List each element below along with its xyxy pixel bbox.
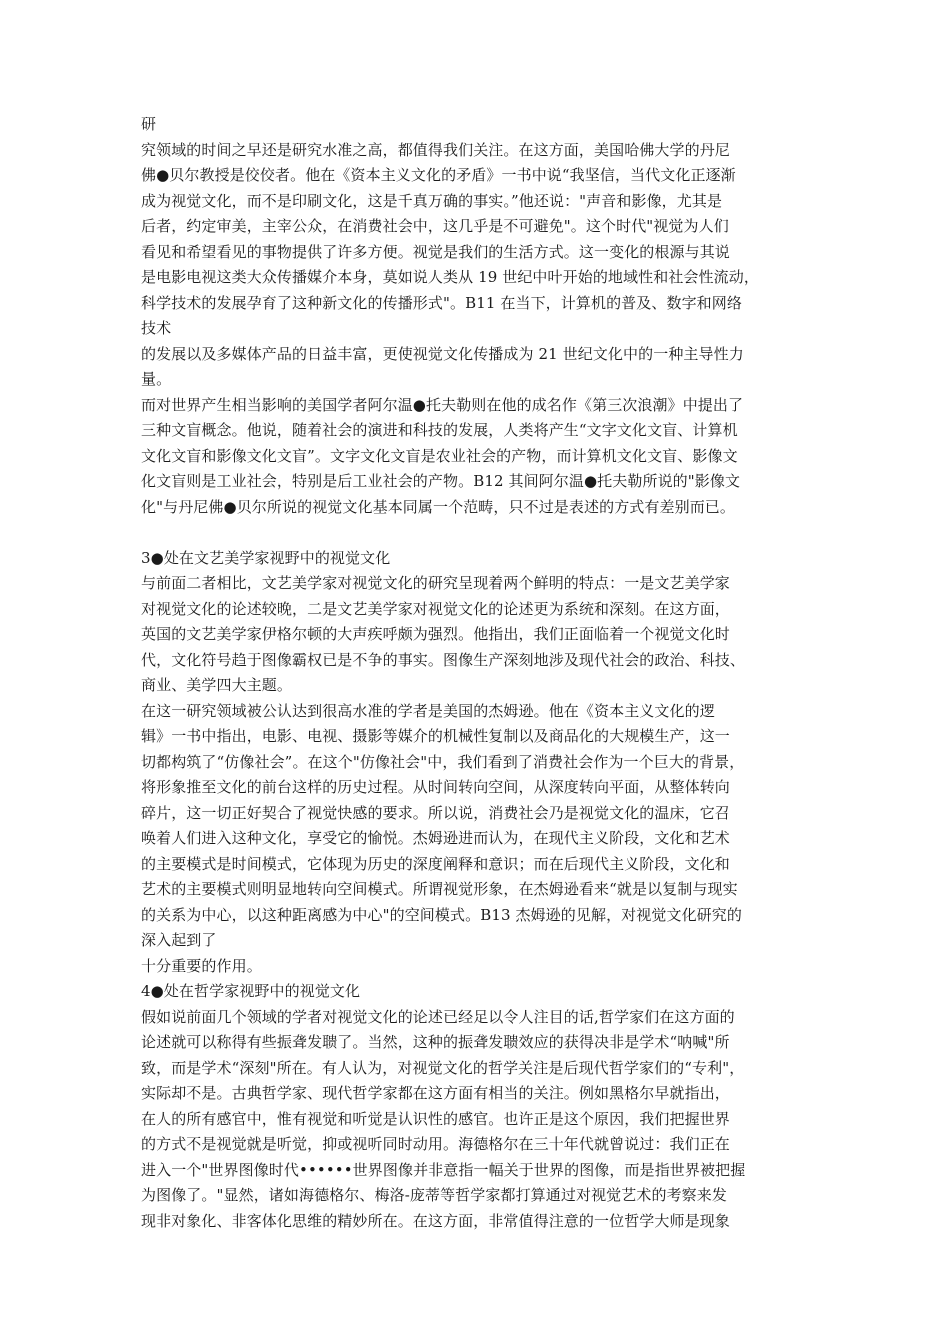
section-spacer	[141, 520, 831, 546]
text-line: 与前面二者相比，文艺美学家对视觉文化的研究呈现着两个鲜明的特点：一是文艺美学家	[141, 574, 730, 592]
text-line: 将形象推至文化的前台这样的历史过程。从时间转向空间，从深度转向平面，从整体转向	[141, 778, 730, 796]
text-line: 成为视觉文化，而不是印刷文化，这是千真万确的事实。”他还说："声音和影像，尤其是	[141, 191, 723, 210]
text-line: 论述就可以称得有些振聋发聩了。当然，这种的振聋发聩效应的获得决非是学术“呐喊"所	[141, 1033, 730, 1051]
text-line: 唤着人们进入这种文化，享受它的愉悦。杰姆逊进而认为，在现代主义阶段，文化和艺术	[141, 829, 730, 847]
text-line: 究领域的时间之早还是研究水准之高，都值得我们关注。在这方面，美国哈佛大学的丹尼	[141, 140, 730, 159]
text-line: 在人的所有感官中，惟有视觉和听觉是认识性的感官。也许正是这个原因，我们把握世界	[141, 1109, 730, 1128]
text-line: 的发展以及多媒体产品的日益丰富，更使视觉文化传播成为 21 世纪文化中的一种主导性力	[141, 344, 744, 363]
text-line: 深入起到了	[141, 931, 217, 949]
text-line: 为图像了。"显然，诸如海德格尔、梅洛-庞蒂等哲学家都打算通过对视觉艺术的考察来发	[141, 1186, 727, 1204]
text-line: 艺术的主要模式则明显地转向空间模式。所谓视觉形象，在杰姆逊看来“就是以复制与现实	[141, 880, 738, 898]
section-heading-3: 3●处在文艺美学家视野中的视觉文化	[141, 548, 391, 567]
paragraph-group-b	[141, 571, 831, 979]
text-line: 技术	[141, 319, 172, 337]
text-line: 的关系为中心，以这种距离感为中心"的空间模式。B13 杰姆逊的见解，对视觉文化研究的	[141, 905, 742, 924]
text-line: 科学技术的发展孕育了这种新文化的传播形式"。B11 在当下，计算机的普及、数字和网络	[141, 293, 742, 312]
section-heading-4: 4●处在哲学家视野中的视觉文化	[141, 982, 361, 1000]
text-line: 后者，约定审美，主宰公众，在消费社会中，这几乎是不可避免"。这个时代"视觉为人们	[141, 217, 729, 235]
text-line: 切都构筑了“仿像社会”。在这个"仿像社会"中，我们看到了消费社会作为一个巨大的背景，	[141, 752, 745, 771]
text-line: 化"与丹尼佛●贝尔所说的视觉文化基本同属一个范畴，只不过是表述的方式有差别而已。	[141, 497, 735, 516]
text-line: 化文盲则是工业社会，特别是后工业社会的产物。B12 其间阿尔温●托夫勒所说的"影像文	[141, 472, 741, 490]
text-line: 对视觉文化的论述较晚，二是文艺美学家对视觉文化的论述更为系统和深刻。在这方面，	[141, 599, 730, 618]
text-line: 在这一研究领域被公认达到很高水准的学者是美国的杰姆逊。他在《资本主义文化的逻	[141, 701, 715, 720]
document-body	[141, 112, 831, 1234]
text-line: 英国的文艺美学家伊格尔顿的大声疾呼颇为强烈。他指出，我们正面临着一个视觉文化时	[141, 625, 730, 643]
text-line: 佛●贝尔教授是佼佼者。他在《资本主义文化的矛盾》一书中说“我坚信，当代文化正逐渐	[141, 166, 736, 184]
paragraph-group-a	[141, 112, 831, 520]
text-line: 文化文盲和影像文化文盲”。文字文化文盲是农业社会的产物，而计算机文化文盲、影像文	[141, 446, 738, 465]
text-line: 现非对象化、非客体化思维的精妙所在。在这方面，非常值得注意的一位哲学大师是现象	[141, 1211, 730, 1230]
text-line: 实际却不是。古典哲学家、现代哲学家都在这方面有相当的关注。例如黑格尔早就指出，	[141, 1084, 730, 1102]
text-line: 致，而是学术“深刻"所在。有人认为，对视觉文化的哲学关注是后现代哲学家们的“专利"，	[141, 1058, 745, 1077]
text-line: 碎片，这一切正好契合了视觉快感的要求。所以说，消费社会乃是视觉文化的温床，它召	[141, 803, 730, 822]
text-line: 的主要模式是时间模式，它体现为历史的深度阐释和意识；而在后现代主义阶段，文化和	[141, 854, 730, 873]
text-line: 假如说前面几个领域的学者对视觉文化的论述已经足以令人注目的话,哲学家们在这方面的	[141, 1007, 735, 1026]
text-line: 进入一个"世界图像时代••••••世界图像并非意指一幅关于世界的图像，而是指世界被把握	[141, 1160, 746, 1179]
text-line: 代，文化符号趋于图像霸权已是不争的事实。图像生产深刻地涉及现代社会的政治、科技、	[141, 650, 746, 669]
text-line: 商业、美学四大主题。	[141, 676, 293, 694]
text-line: 看见和希望看见的事物提供了许多方便。视觉是我们的生活方式。这一变化的根源与其说	[141, 242, 730, 261]
text-line: 辑》一书中指出，电影、电视、摄影等媒介的机械性复制以及商品化的大规模生产，这一	[141, 727, 730, 745]
text-line: 而对世界产生相当影响的美国学者阿尔温●托夫勒则在他的成名作《第三次浪潮》中提出了	[141, 395, 744, 414]
text-line: 的方式不是视觉就是听觉，抑或视听同时动用。海德格尔在三十年代就曾说过：我们正在	[141, 1135, 730, 1153]
text-line: 十分重要的作用。	[141, 956, 262, 975]
text-line: 是电影电视这类大众传播媒介本身，莫如说人类从 19 世纪中叶开始的地域性和社会性流动，	[141, 268, 759, 286]
text-line: 量。	[141, 370, 172, 388]
paragraph-group-c	[141, 1005, 831, 1235]
text-line: 三种文盲概念。他说，随着社会的演进和科技的发展，人类将产生“文字文化文盲、计算机	[141, 421, 738, 439]
text-line: 研	[141, 115, 157, 133]
